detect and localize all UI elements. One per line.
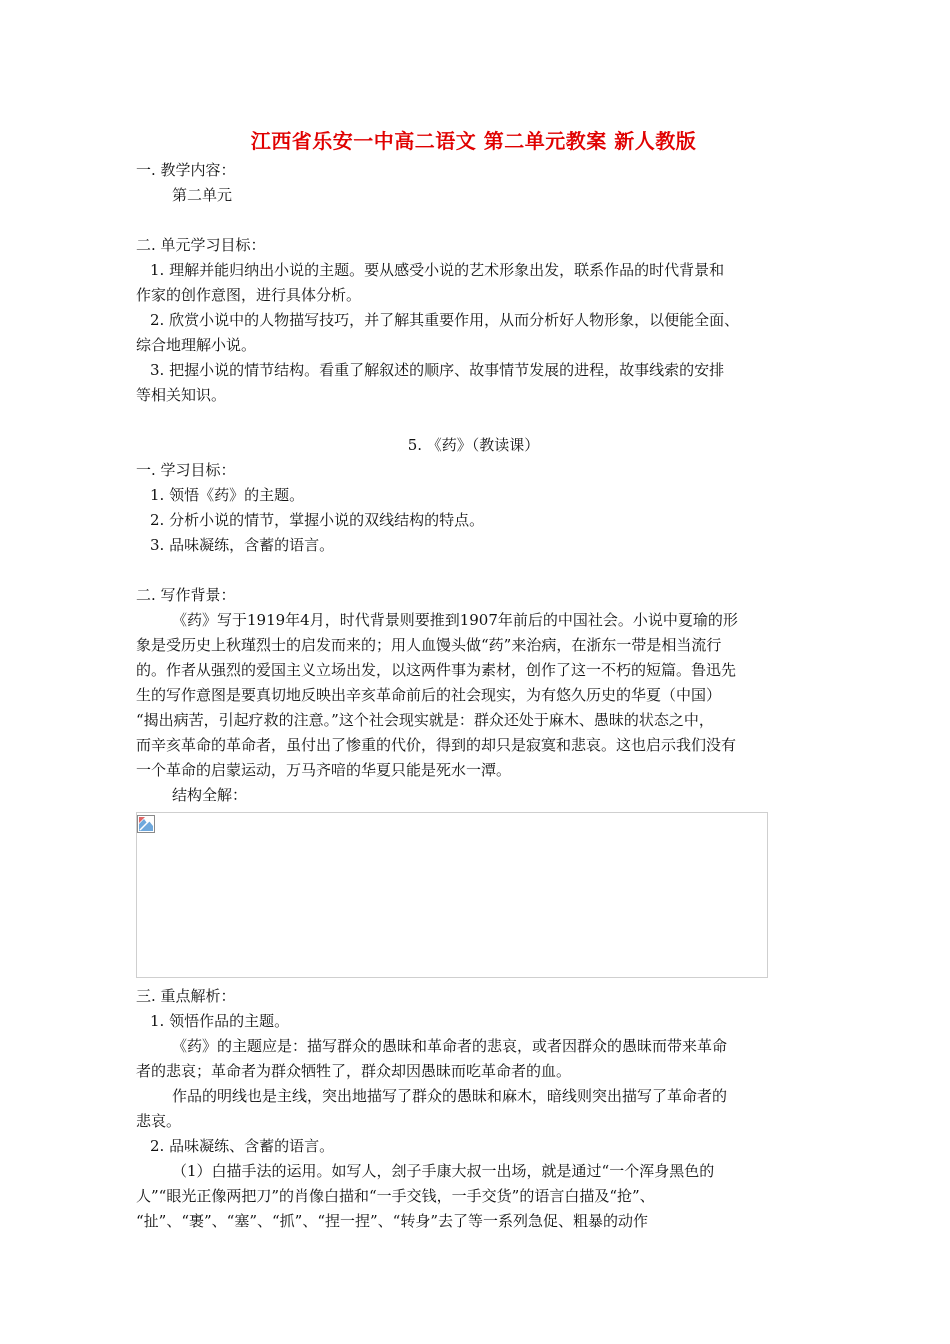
structure-figure-placeholder xyxy=(136,812,768,978)
learning-goal-item: 2. 分析小说的情节，掌握小说的双线结构的特点。 xyxy=(150,511,485,529)
background-paragraph: 《药》写于1919年4月，时代背景则要推到1907年前后的中国社会。小说中夏瑜的形 象是受历史上秋瑾烈士的启发而来的；用人血馒头做“药”来治病，在浙东一带是相当流行 的。作者从强烈的爱国主义立场出发，以这两件事为素材，创作了这一不朽的短篇。鲁迅先 生的写作意图是要真切地反映出辛亥革命前后的社会现实，为有悠久历史的华夏（中国） “揭出病苦，引起疗救的注意。”这个社会现实就是：群众还处于麻木、愚昧的状态之中， 而辛亥革命的革命者，虽付出了惨重的代价，得到的却只是寂寞和悲哀。这也启示我们没有 一个革命的启蒙运动，万马齐喑的华夏只能是死水一潭。 xyxy=(136,611,738,779)
key-point-title: 1. 领悟作品的主题。 xyxy=(150,1012,290,1030)
section-heading-learning-goals: 一. 学习目标： xyxy=(136,461,236,479)
lesson-title: 5. 《药》（教读课） xyxy=(407,436,540,454)
unit-goal-item: 1. 理解并能归纳出小说的主题。要从感受小说的艺术形象出发，联系作品的时代背景和 作家的创作意图，进行具体分析。 xyxy=(136,261,725,304)
key-point-paragraph: 作品的明线也是主线，突出地描写了群众的愚昧和麻木，暗线则突出描写了革命者的 悲哀。 xyxy=(136,1087,728,1130)
unit-goal-item: 2. 欣赏小说中的人物描写技巧，并了解其重要作用，从而分析好人物形象，以便能全面、 综合地理解小说。 xyxy=(136,311,740,354)
section-heading-key-analysis: 三. 重点解析： xyxy=(136,987,236,1005)
key-point-paragraph: 《药》的主题应是：描写群众的愚昧和革命者的悲哀，或者因群众的愚昧而带来革命 者的悲哀；革命者为群众牺牲了，群众却因愚昧而吃革命者的血。 xyxy=(136,1037,728,1080)
document-title: 江西省乐安一中高二语文 第二单元教案 新人教版 xyxy=(250,129,697,153)
section-heading-unit-goals: 二. 单元学习目标： xyxy=(136,236,266,254)
unit-goal-item: 3. 把握小说的情节结构。看重了解叙述的顺序、故事情节发展的进程，故事线索的安排 等相关知识。 xyxy=(136,361,725,404)
structure-label: 结构全解： xyxy=(172,786,248,804)
section-heading-teaching-content: 一. 教学内容： xyxy=(136,161,236,179)
teaching-content-text: 第二单元 xyxy=(172,186,233,204)
broken-image-icon xyxy=(137,815,155,833)
key-point-title: 2. 品味凝练、含蓄的语言。 xyxy=(150,1137,335,1155)
key-point-paragraph: （1）白描手法的运用。如写人，刽子手康大叔一出场，就是通过“一个浑身黑色的 人”“眼光正像两把刀”的肖像白描和“一手交钱，一手交货”的语言白描及“抢”、 “扯”、“裹”、“塞”、“抓”、“捏一捏”、“转身”去了等一系列急促、粗暴的动作 xyxy=(136,1162,715,1230)
learning-goal-item: 3. 品味凝练，含蓄的语言。 xyxy=(150,536,335,554)
document-page xyxy=(136,118,811,1234)
learning-goal-item: 1. 领悟《药》的主题。 xyxy=(150,486,305,504)
section-heading-background: 二. 写作背景： xyxy=(136,586,236,604)
